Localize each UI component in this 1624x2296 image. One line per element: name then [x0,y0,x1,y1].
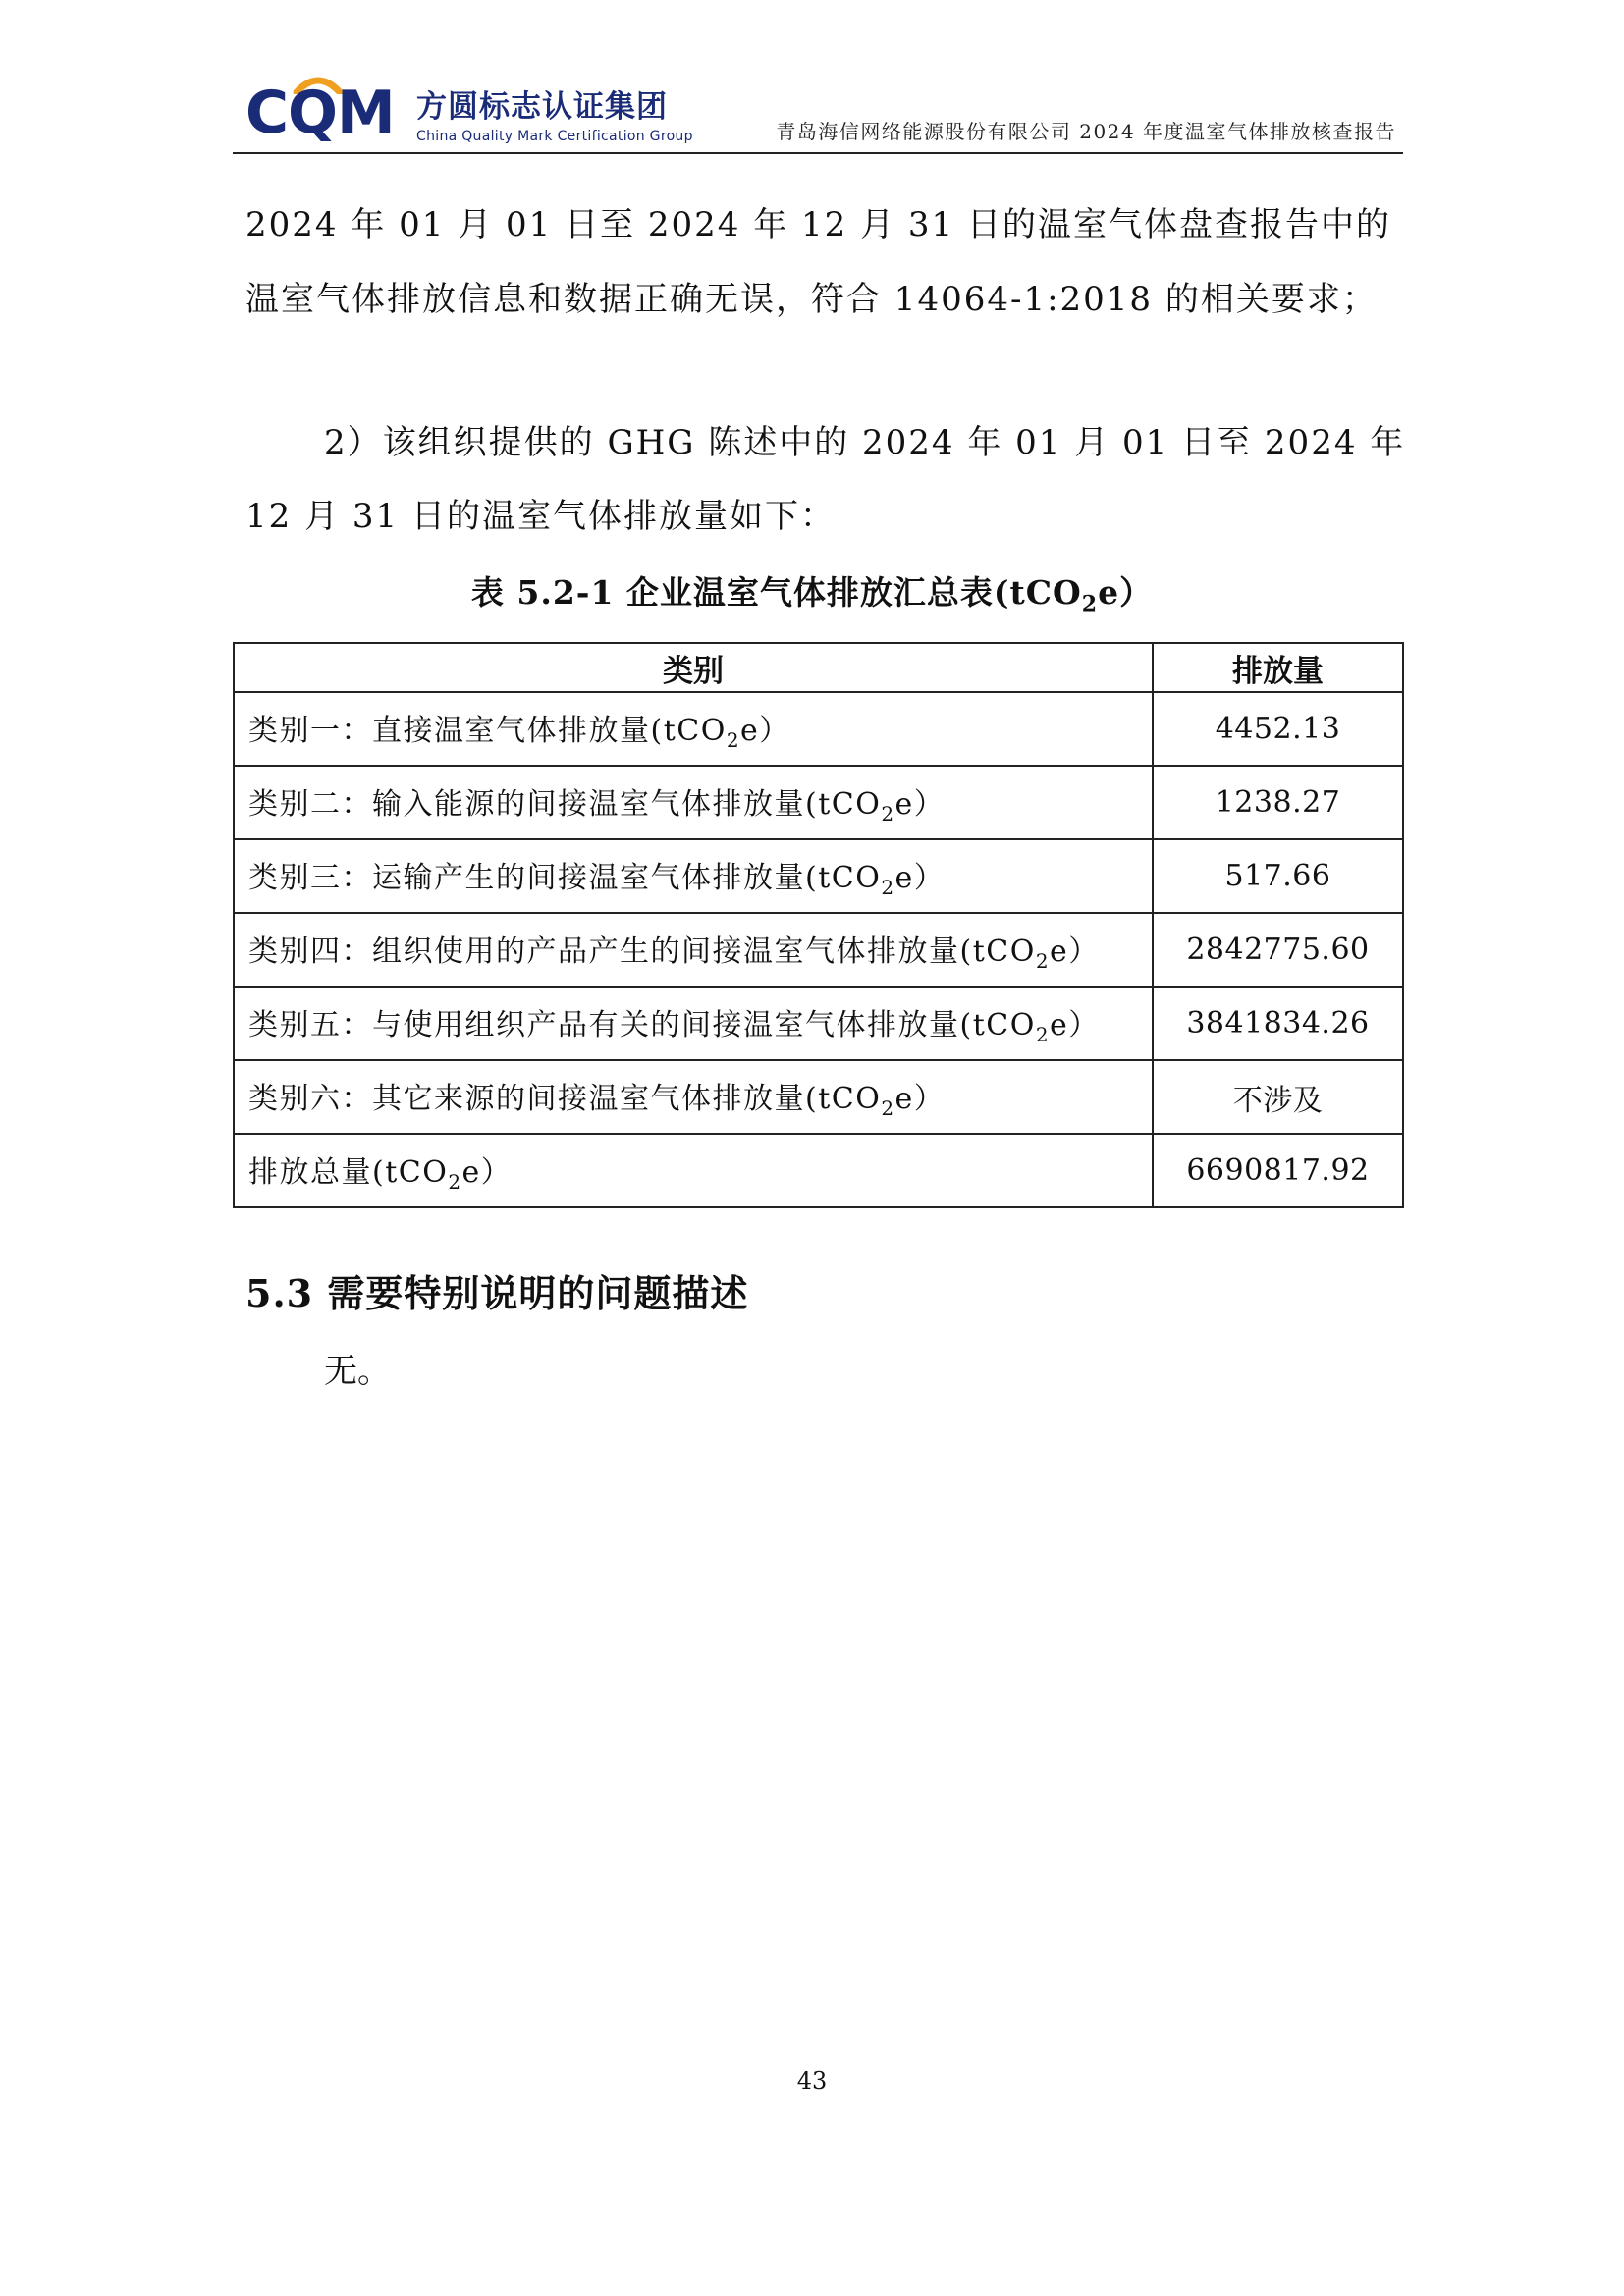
paragraph-line: 2）该组织提供的 GHG 陈述中的 2024 年 01 月 01 日至 2024 年 [324,423,1406,462]
table-row-total [234,1134,1403,1207]
header-divider [233,152,1403,154]
category-cell [234,913,1153,987]
emission-value: 3841834.26 [1153,987,1403,1060]
unit-subscript: 2 [881,876,895,899]
table-header-row [234,643,1403,692]
table-row [234,987,1403,1060]
emission-value: 1238.27 [1153,766,1403,839]
unit-label: (tCO [805,1082,882,1116]
emissions-summary-table [233,642,1404,1208]
logo-english-name: China Quality Mark Certification Group [416,129,693,144]
unit-subscript: 2 [881,802,895,826]
unit-suffix: e） [740,714,790,748]
unit-label: (tCO [959,934,1036,969]
category-label: 类别五：与使用组织产品有关的间接温室气体排放量 [248,1008,960,1042]
caption-text: 表 5.2-1 企业温室气体排放汇总表(tCO [470,573,1082,612]
section-body: 无。 [324,1352,391,1391]
paragraph-line: 温室气体排放信息和数据正确无误，符合 14064-1:2018 的相关要求； [245,280,1378,319]
paragraph-line: 2024 年 01 月 01 日至 2024 年 12 月 31 日的温室气体盘查报告中的 [245,205,1391,244]
column-header-emissions: 排放量 [1153,643,1403,692]
logo-mark: CQM [245,79,395,147]
unit-suffix: e） [894,1082,946,1116]
emission-total-value: 6690817.92 [1153,1134,1403,1207]
section-heading: 5.3 需要特别说明的问题描述 [245,1271,749,1315]
page-number: 43 [796,2067,828,2095]
caption-subscript: 2 [1081,591,1099,617]
table-row [234,692,1403,766]
unit-suffix: e） [1050,1008,1100,1042]
unit-label: (tCO [650,714,727,748]
table-row [234,1060,1403,1134]
report-title: 青岛海信网络能源股份有限公司 2024 年度温室气体排放核查报告 [776,120,1396,143]
unit-subscript: 2 [1035,1023,1051,1046]
category-cell [234,839,1153,913]
emission-value: 517.66 [1153,839,1403,913]
category-label: 类别一：直接温室气体排放量 [248,714,651,748]
caption-suffix: e） [1098,573,1154,612]
category-cell [234,987,1153,1060]
table-row [234,913,1403,987]
category-label: 类别六：其它来源的间接温室气体排放量 [248,1082,805,1116]
logo-chinese-name: 方圆标志认证集团 [416,89,668,125]
unit-subscript: 2 [881,1096,895,1120]
unit-label: (tCO [805,861,882,895]
unit-label: (tCO [805,787,882,822]
category-label: 排放总量 [248,1155,372,1190]
emission-value: 不涉及 [1153,1060,1403,1134]
unit-label: (tCO [372,1155,449,1190]
column-header-category: 类别 [234,643,1153,692]
category-label: 类别四：组织使用的产品产生的间接温室气体排放量 [248,934,960,969]
unit-subscript: 2 [1035,949,1051,973]
table-row [234,766,1403,839]
table-row [234,839,1403,913]
unit-suffix: e） [461,1155,513,1190]
unit-label: (tCO [959,1008,1036,1042]
table-caption [0,573,1624,624]
unit-suffix: e） [1050,934,1100,969]
category-label: 类别二：输入能源的间接温室气体排放量 [248,787,805,822]
category-cell [234,1134,1153,1207]
emission-value: 2842775.60 [1153,913,1403,987]
unit-subscript: 2 [726,728,741,752]
category-label: 类别三：运输产生的间接温室气体排放量 [248,861,805,895]
category-cell [234,692,1153,766]
paragraph-line: 12 月 31 日的温室气体排放量如下： [245,497,836,536]
unit-subscript: 2 [448,1170,462,1194]
category-cell [234,1060,1153,1134]
category-cell [234,766,1153,839]
unit-suffix: e） [894,787,946,822]
emission-value: 4452.13 [1153,692,1403,766]
unit-suffix: e） [894,861,946,895]
